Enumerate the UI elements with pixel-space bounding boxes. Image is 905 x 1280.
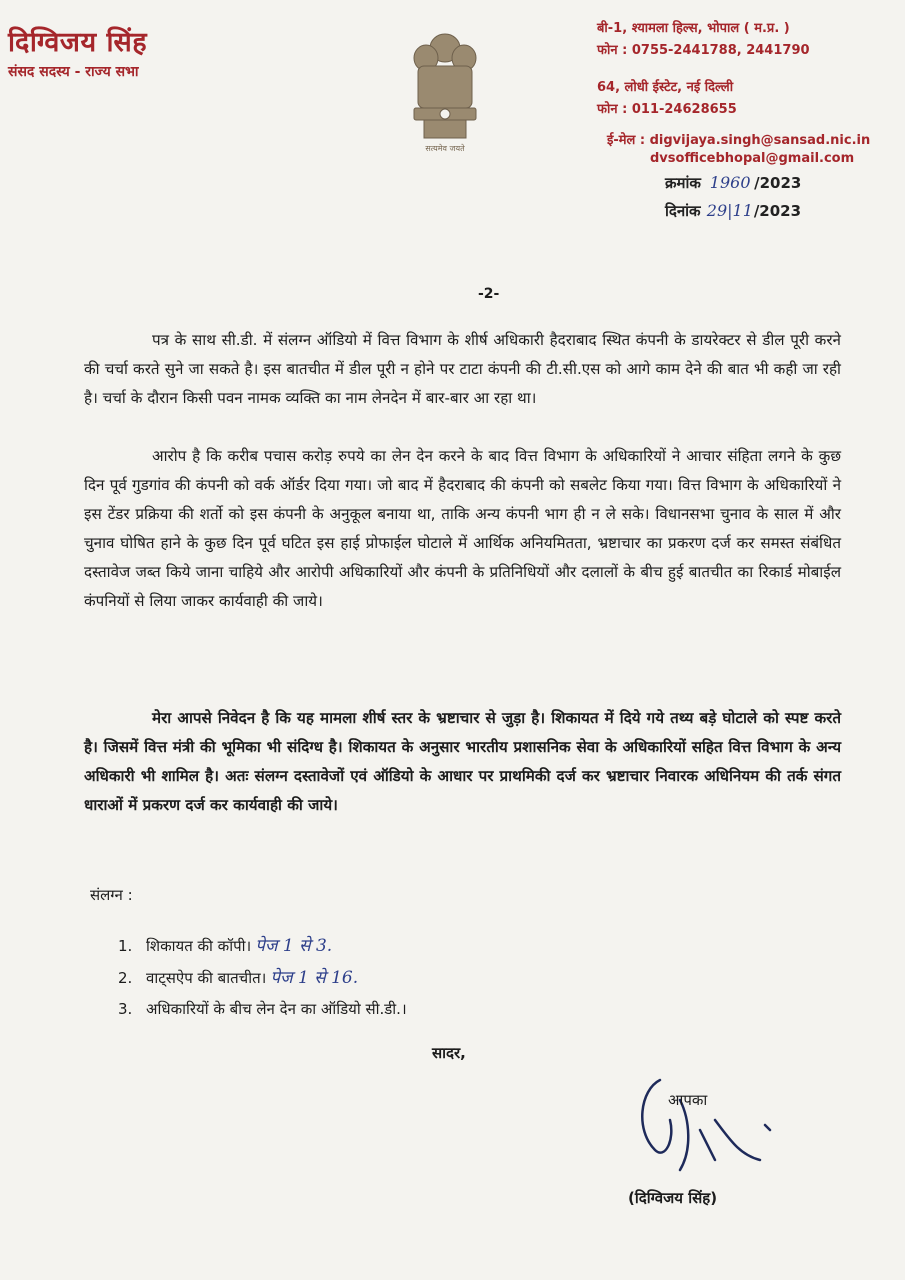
dinank-year: /2023 [753,202,802,220]
sender-designation: संसद सदस्य - राज्य सभा [8,64,139,80]
signature-icon [620,1060,780,1180]
emblem-motto: सत्यमेव जयते [425,144,465,153]
address-delhi: 64, लोधी ईस्टेट, नई दिल्ली [597,80,734,95]
phone-bhopal: फोन : 0755-2441788, 2441790 [597,43,810,58]
salutation: सादर, [432,1044,466,1062]
phone-delhi: फोन : 011-24628655 [597,102,737,117]
signatory-name: (दिग्विजय सिंह) [628,1189,718,1207]
annexure-text: अधिकारियों के बीच लेन देन का ऑडियो सी.डी.। [146,1000,407,1018]
email-secondary: dvsofficebhopal@gmail.com [650,151,855,166]
annexure-num: 1. [118,937,133,955]
annexure-note: पेज 1 से 16. [270,968,359,988]
address-bhopal: बी-1, श्यामला हिल्स, भोपाल ( म.प्र. ) [597,21,790,36]
kramank-label: क्रमांक [665,174,701,192]
annexure-note: पेज 1 से 3. [255,936,333,956]
email-primary: ई-मेल : digvijaya.singh@sansad.nic.in [607,133,871,148]
sender-name: दिग्विजय सिंह [8,27,148,58]
kramank-year: /2023 [754,174,802,192]
annexure-num: 2. [118,969,133,987]
paragraph-2: आरोप है कि करीब पचास करोड़ रुपये का लेन देन करने के बाद वित्त विभाग के अधिकारियों ने आचार संहिता लगने के कुछ दिन पूर्व गुडगांव की कंपनी को वर्क ऑर्डर दिया गया। जो बाद में हैदराबाद की कंपनी को सबलेट किया गया। वित्त विभाग के अधिकारियों ने इस टेंडर प्रक्रिया की शर्तो को इस कंपनी के अनुकूल बनाया था, ताकि अन्य कंपनी भाग ही न ले सके। विधानसभा चुनाव के साल में और चुनाव घोषित हाने के कुछ दिन पूर्व घटित इस हाई प्रोफाईल घोटाले में आर्थिक अनियमितता, भ्रष्टाचार का प्रकरण दर्ज कर समस्त संबंधित दस्तावेज जब्त किये जाना चाहिये और आरोपी अधिकारियों और कंपनी के प्रतिनिधियों और दलालों के बीच हुई बातचीत का रिकार्ड मोबाईल कंपनियों से लिया जाकर कार्यवाही की जाये। [84,447,841,610]
reference-number [665,173,801,193]
annexure-item [118,965,818,988]
annexure-item [118,999,818,1019]
national-emblem-icon [402,28,488,158]
closing-aapka: आपका [668,1091,708,1109]
annexure-text: वाट्सऐप की बातचीत। [146,969,267,987]
dinank-label: दिनांक [665,202,701,220]
annexure-text: शिकायत की कॉपी। [146,937,252,955]
kramank-value: 1960 [709,173,751,192]
page-number: -2- [478,286,500,302]
reference-date [665,201,801,221]
paragraph-3: मेरा आपसे निवेदन है कि यह मामला शीर्ष स्तर के भ्रष्टाचार से जुड़ा है। शिकायत में दिये गये तथ्य बड़े घोटाले को स्पष्ट करते है। जिसमें वित्त मंत्री की भूमिका भी संदिग्ध है। शिकायत के अनुसार भारतीय प्रशासनिक सेवा के अधिकारियों सहित वित्त विभाग के अन्य अधिकारी भी शामिल है। अतः संलग्न दस्तावेजों एवं ऑडियो के आधार पर प्राथमिकी दर्ज कर भ्रष्टाचार निवारक अधिनियम की तर्क संगत धाराओं में प्रकरण दर्ज कर कार्यवाही की जाये। [84,709,841,814]
annexure-title: संलग्न : [90,886,133,904]
annexure-num: 3. [118,1000,133,1018]
paragraph-1: पत्र के साथ सी.डी. में संलग्न ऑडियो में वित्त विभाग के शीर्ष अधिकारी हैदराबाद स्थित कंपनी के डायरेक्टर से डील पूरी करने की चर्चा करते सुने जा सकते है। इस बातचीत में डील पूरी न होने पर टाटा कंपनी की टी.सी.एस को आगे काम देने की बात भी कही जा रही है। चर्चा के दौरान किसी पवन नामक व्यक्ति का नाम लेनदेन में बार-बार आ रहा था। [84,331,841,407]
annexure-item [118,933,818,956]
dinank-value: 29|11 [706,201,753,220]
